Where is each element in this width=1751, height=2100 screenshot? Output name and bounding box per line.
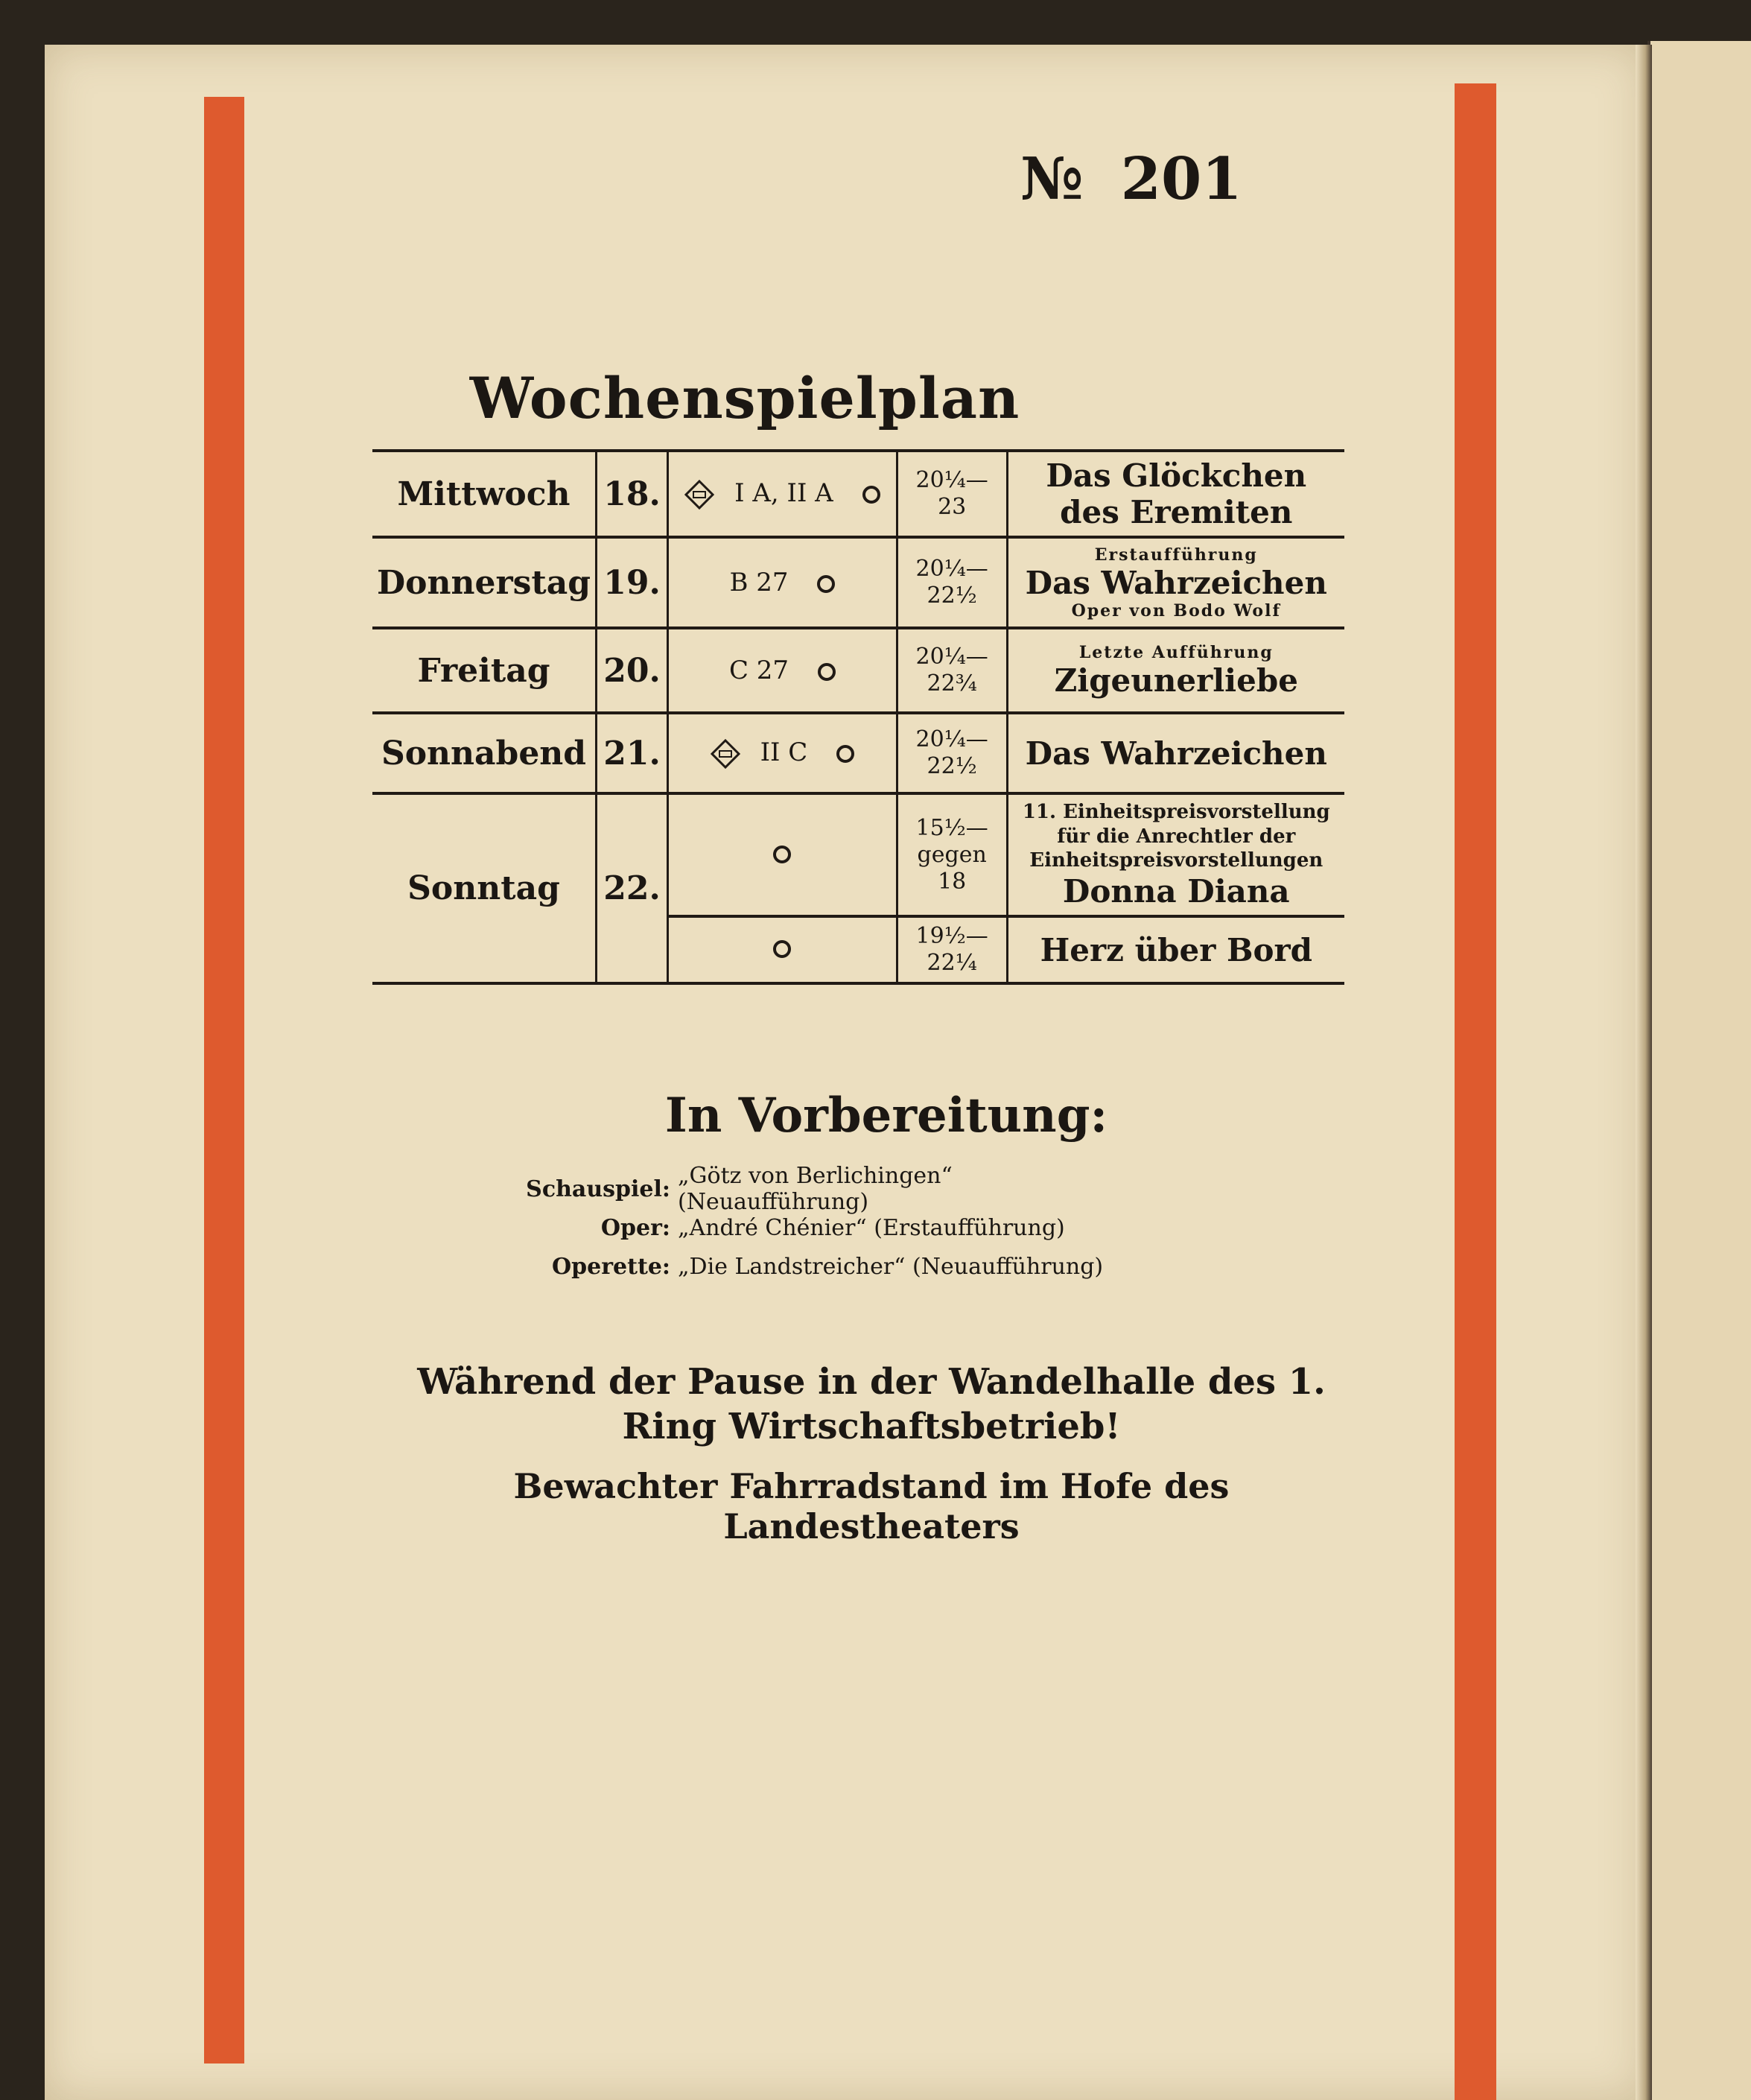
date-cell: 21.: [597, 713, 668, 793]
time-cell: 20¼—22½: [897, 713, 1007, 793]
preparation-category: Oper:: [600, 1214, 670, 1241]
subscription-text: C 27: [728, 656, 789, 685]
bicycle-note: Bewachter Fahrradstand im Hofe des Landestheaters: [513, 1466, 1230, 1547]
play-note-above: Erstaufführung: [1094, 545, 1258, 565]
preparation-text: „André Chénier“ (Erstaufführung): [678, 1214, 1065, 1241]
day-cell: Sonnabend: [372, 713, 597, 793]
schedule-row: [372, 628, 1344, 713]
number-prefix: №: [1020, 145, 1084, 213]
page-spine: [1636, 45, 1652, 2100]
ring-symbol-icon: [773, 940, 791, 958]
time-cell: 20¼—22¾: [897, 628, 1007, 713]
ring-symbol-icon: [817, 575, 835, 593]
play-note-line: Einheitspreisvorstellungen: [1029, 849, 1323, 872]
day-cell: Donnerstag: [372, 537, 597, 628]
preparation-heading: In Vorbereitung:: [664, 1088, 1108, 1143]
play-title: Zigeunerliebe: [1054, 662, 1298, 699]
ring-symbol-icon: [773, 846, 791, 863]
play-cell: [1007, 713, 1344, 793]
preparation-list: [477, 1163, 1147, 1286]
subscription-text: B 27: [729, 568, 789, 597]
page-title: Wochenspielplan: [469, 365, 1020, 431]
day-cell: Freitag: [372, 628, 597, 713]
time-cell: 20¼—23: [897, 451, 1007, 537]
ring-symbol-icon: [836, 745, 854, 763]
list-item: [477, 1208, 1147, 1247]
play-title: Herz über Bord: [1040, 931, 1312, 968]
day-cell: Sonntag: [372, 793, 597, 983]
date-cell: 20.: [597, 628, 668, 713]
schedule-row-sunday: [372, 793, 1344, 916]
subscription-cell: [668, 713, 897, 793]
pause-note: Während der Pause in der Wandelhalle des 1. Ring Wirtschaftsbetrieb!: [417, 1361, 1326, 1447]
play-cell: [1007, 628, 1344, 713]
date-cell: 19.: [597, 537, 668, 628]
play-cell: [1007, 793, 1344, 916]
emblem-diamond-icon: [684, 480, 714, 510]
ring-symbol-icon: [818, 663, 836, 681]
weekly-schedule-table: [372, 449, 1344, 985]
preparation-text: „Die Landstreicher“ (Neuaufführung): [678, 1253, 1104, 1280]
play-cell: [1007, 916, 1344, 983]
subscription-cell: [668, 537, 897, 628]
date-cell: 18.: [597, 451, 668, 537]
preparation-category: Operette:: [552, 1253, 670, 1280]
list-item: [477, 1163, 1147, 1215]
subscription-text: II C: [760, 737, 808, 767]
play-note-line: für die Anrechtler der: [1057, 825, 1296, 848]
time-cell: 19½—22¼: [897, 916, 1007, 983]
play-title: Das Wahrzeichen: [1025, 735, 1327, 772]
program-page: [45, 45, 1644, 2100]
play-cell: [1007, 537, 1344, 628]
adjacent-page-edge: [1647, 41, 1751, 2100]
play-title: Donna Diana: [1062, 872, 1290, 910]
ring-symbol-icon: [862, 486, 880, 504]
subscription-cell: [668, 793, 897, 916]
schedule-row: [372, 451, 1344, 537]
day-cell: Mittwoch: [372, 451, 597, 537]
preparation-category: Schauspiel:: [526, 1176, 670, 1202]
date-cell: 22.: [597, 793, 668, 983]
preparation-text: „Götz von Berlichingen“ (Neuaufführung): [678, 1163, 953, 1215]
subscription-cell: [668, 451, 897, 537]
subscription-cell: [668, 916, 897, 983]
subscription-cell: [668, 628, 897, 713]
time-cell: 15½— gegen 18: [897, 793, 1007, 916]
subscription-text: I A, II A: [734, 478, 833, 508]
list-item: [477, 1247, 1147, 1286]
schedule-row: [372, 713, 1344, 793]
issue-number: [1020, 145, 1303, 212]
play-title: Das Glöckchen des Eremiten: [1046, 457, 1307, 530]
schedule-row: [372, 537, 1344, 628]
time-cell: 20¼—22½: [897, 537, 1007, 628]
play-note-line: 11. Einheitspreisvorstellung: [1022, 801, 1330, 824]
play-cell: [1007, 451, 1344, 537]
right-red-stripe: [1455, 83, 1496, 2100]
number-value: 201: [1120, 145, 1242, 213]
emblem-diamond-icon: [711, 739, 740, 769]
play-note-below: Oper von Bodo Wolf: [1071, 600, 1281, 621]
play-title: Das Wahrzeichen: [1025, 564, 1327, 601]
play-note-above: Letzte Aufführung: [1078, 642, 1274, 662]
